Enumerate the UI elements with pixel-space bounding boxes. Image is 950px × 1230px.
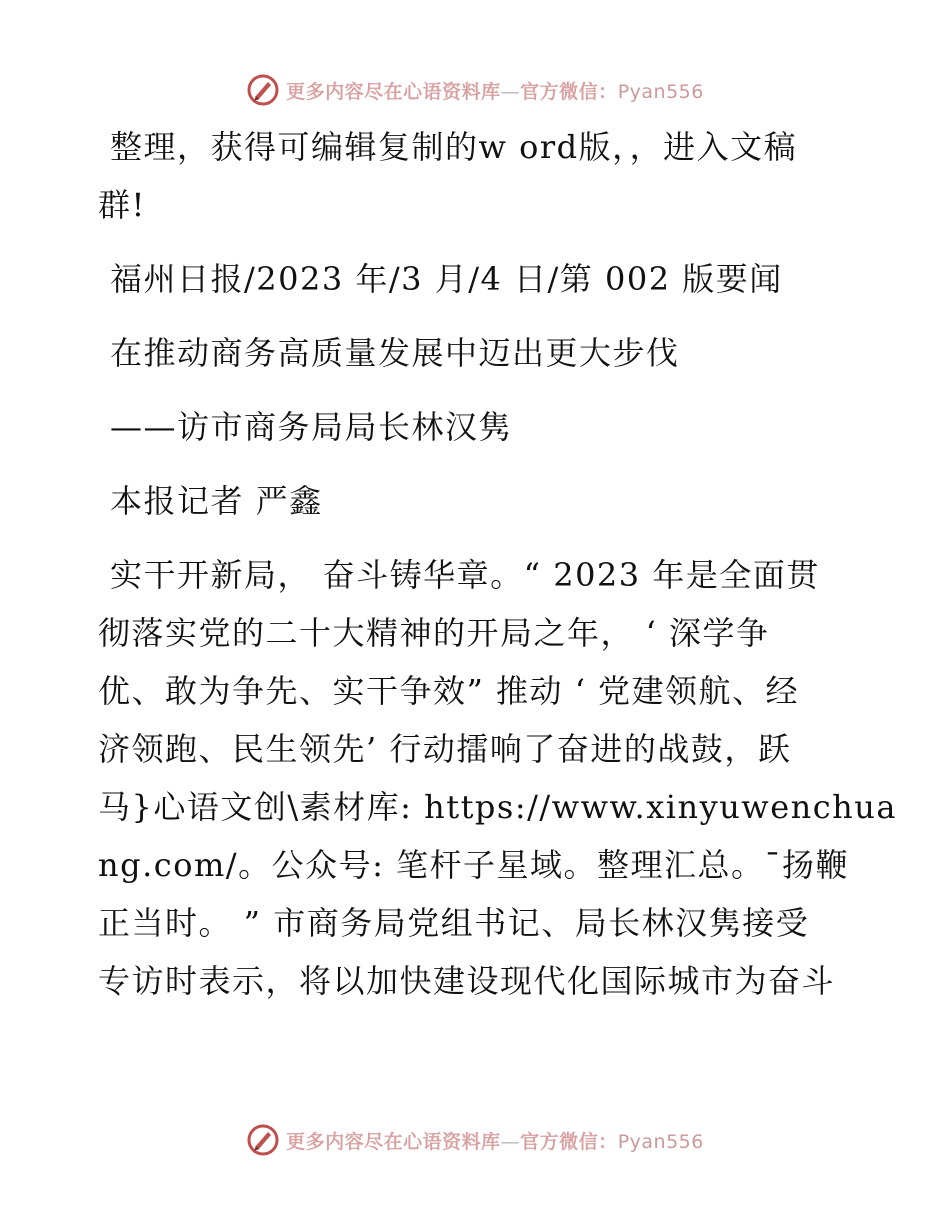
pen-logo-icon [246, 1123, 280, 1157]
body-line: 济领跑、民生领先’ 行动擂响了奋进的战鼓，跃 [98, 730, 792, 768]
document-body [98, 118, 897, 1010]
intro-line: 整理，获得可编辑复制的w ord版，，进入文稿 [110, 128, 798, 166]
watermark-text: 更多内容尽在心语资料库—官方微信：Pyan556 [286, 80, 704, 103]
body-line: 优、敢为争先、实干争效” 推动 ‘ 党建领航、经 [98, 672, 800, 710]
headline: 在推动商务高质量发展中迈出更大步伐 [110, 334, 680, 372]
watermark-text: 更多内容尽在心语资料库—官方微信：Pyan556 [286, 1130, 704, 1153]
body-line: 马}心语文创\素材库: https://www.xinyuwenchua [98, 788, 897, 826]
body-line: 实干开新局， 奋斗铸华章。“ 2023 年是全面贯 [110, 556, 820, 594]
body-line: 正当时。 ” 市商务局党组书记、局长林汉隽接受 [98, 904, 810, 942]
intro-line: 群! [98, 186, 146, 224]
body-line: 彻落实党的二十大精神的开局之年， ‘ 深学争 [98, 614, 770, 652]
byline: 本报记者 严鑫 [110, 482, 323, 520]
footer-watermark [0, 1120, 950, 1160]
body-line: 专访时表示，将以加快建设现代化国际城市为奋斗 [98, 962, 836, 1000]
source-line: 福州日报/2023 年/3 月/4 日/第 002 版要闻 [110, 260, 783, 298]
header-watermark [0, 70, 950, 110]
body-line: ng.com/。公众号: 笔杆子星域。整理汇总。¯扬鞭 [98, 846, 850, 884]
pen-logo-icon [246, 73, 280, 107]
subheadline: ——访市商务局局长林汉隽 [110, 408, 513, 446]
